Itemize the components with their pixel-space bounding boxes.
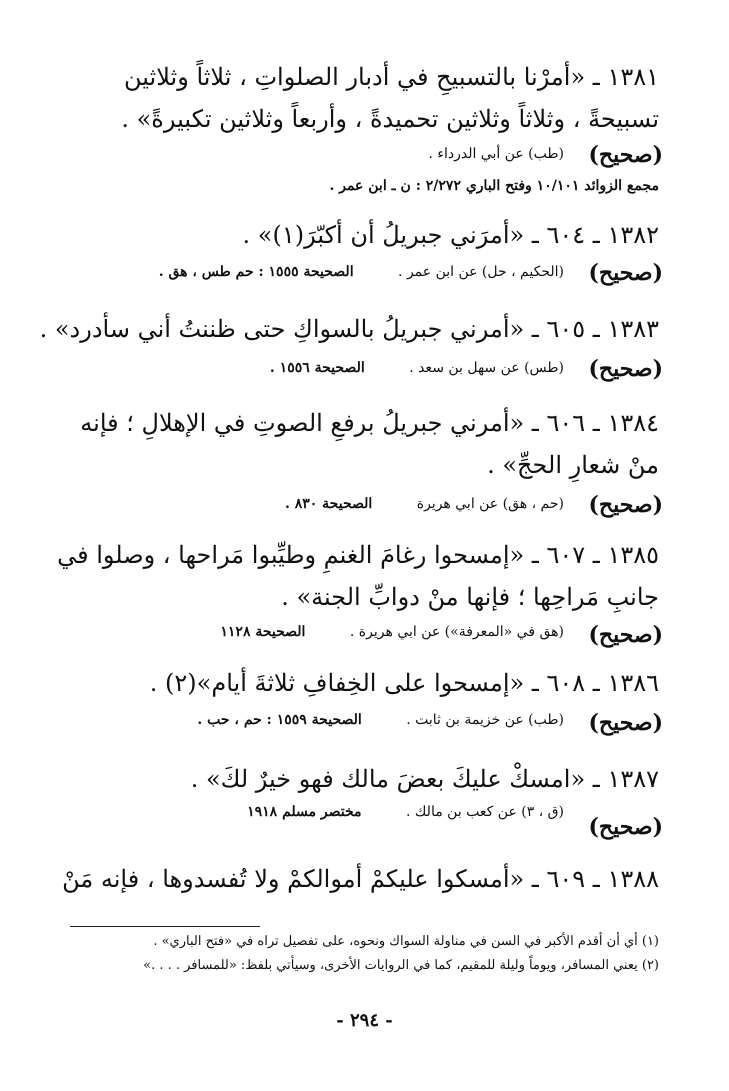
reference-text: مختصر مسلم ١٩١٨ <box>247 804 362 820</box>
hadith-source <box>70 496 564 512</box>
grade-label: (صحيح) <box>588 710 663 736</box>
hadith-1382-line-1: ١٣٨٢ ـ ٦٠٤ ـ «أمرَني جبريلُ أن أكبّرَ(١)» . <box>242 221 659 249</box>
source-text: (طس) عن سهل بن سعد . <box>409 360 564 376</box>
hadith-source <box>70 712 564 728</box>
footnote-divider <box>70 926 260 927</box>
grade-label: (صحيح) <box>588 814 663 840</box>
reference-text: الصحيحة ١٥٥٩ : حم ، حب . <box>197 712 362 728</box>
hadith-source <box>70 264 564 280</box>
reference-text: الصحيحة ٨٣٠ . <box>284 496 373 512</box>
hadith-1381-line-2: تسبيحةً ، وثلاثاً وثلاثين تحميدةً ، وأربعاً وثلاثين تكبيرةً» . <box>121 105 659 133</box>
hadith-source <box>70 624 564 640</box>
reference-text: مجمع الزوائد ١٠/١٠١ وفتح الباري ٢/٢٧٢ : ن ـ ابن عمر . <box>329 178 659 194</box>
source-text: (حم ، هق) عن ابي هريرة <box>416 496 564 512</box>
hadith-1384-line-1: ١٣٨٤ ـ ٦٠٦ ـ «أمرني جبريلُ برفعِ الصوتِ في الإهلالِ ؛ فإنه <box>80 409 659 437</box>
source-text: (هق في «المعرفة») عن ابي هريرة . <box>349 624 564 640</box>
source-text: (الحكيم ، حل) عن ابن عمر . <box>398 264 564 280</box>
hadith-1381-line-1: ١٣٨١ ـ «أمرْنا بالتسبيحِ في أدبار الصلواتِ ، ثلاثاً وثلاثين <box>124 63 659 91</box>
hadith-1383-line-1: ١٣٨٣ ـ ٦٠٥ ـ «أمرني جبريلُ بالسواكِ حتى ظننتُ أني سأدرد» . <box>39 315 659 343</box>
hadith-1386-line-1: ١٣٨٦ ـ ٦٠٨ ـ «إمسحوا على الخِفافِ ثلاثةَ أيام»(٢) . <box>149 669 659 697</box>
grade-label: (صحيح) <box>588 492 663 518</box>
hadith-source <box>70 360 564 376</box>
grade-label: (صحيح) <box>588 142 663 168</box>
source-text: (طب) عن خزيمة بن ثابت . <box>406 712 564 728</box>
reference-text: الصحيحة ١٥٥٦ . <box>269 360 365 376</box>
hadith-source <box>70 804 564 820</box>
page-number: - ٢٩٤ - <box>336 1010 393 1031</box>
hadith-source <box>70 146 564 162</box>
hadith-1384-line-2: منْ شعارِ الحجِّ» . <box>487 451 659 479</box>
grade-label: (صحيح) <box>588 356 663 382</box>
source-text: (طب) عن أبي الدرداء . <box>428 146 564 162</box>
hadith-1385-line-2: جانبِ مَراحِها ؛ فإنها منْ دوابِّ الجنة» . <box>281 583 659 611</box>
footnote-1: (١) أي أن أقدم الأكبر في السن في مناولة السواك ونحوه، على تفصيل تراه في «فتح الباري» . <box>153 934 659 949</box>
reference-text: الصحيحة ١٥٥٥ : حم طس ، هق . <box>158 264 354 280</box>
grade-label: (صحيح) <box>588 260 663 286</box>
hadith-1388-line-1: ١٣٨٨ ـ ٦٠٩ ـ «أمسكوا عليكمْ أموالكمْ ولا تُفسدوها ، فإنه مَنْ <box>62 865 659 893</box>
footnote-2: (٢) يعني المسافر، ويوماً وليلة للمقيم، كما في الروايات الأخرى، وسيأتي بلفظ: «للمسافر . . . .» <box>143 958 659 973</box>
reference-text: الصحيحة ١١٢٨ <box>220 624 306 640</box>
hadith-1387-line-1: ١٣٨٧ ـ «امسكْ عليكَ بعضَ مالك فهو خيرٌ لكَ» . <box>190 765 659 793</box>
source-text: (ق ، ٣) عن كعب بن مالك . <box>405 804 564 820</box>
hadith-1385-line-1: ١٣٨٥ ـ ٦٠٧ ـ «إمسحوا رغامَ الغنمِ وطيِّبوا مَراحها ، وصلوا في <box>57 541 659 569</box>
grade-label: (صحيح) <box>588 622 663 648</box>
